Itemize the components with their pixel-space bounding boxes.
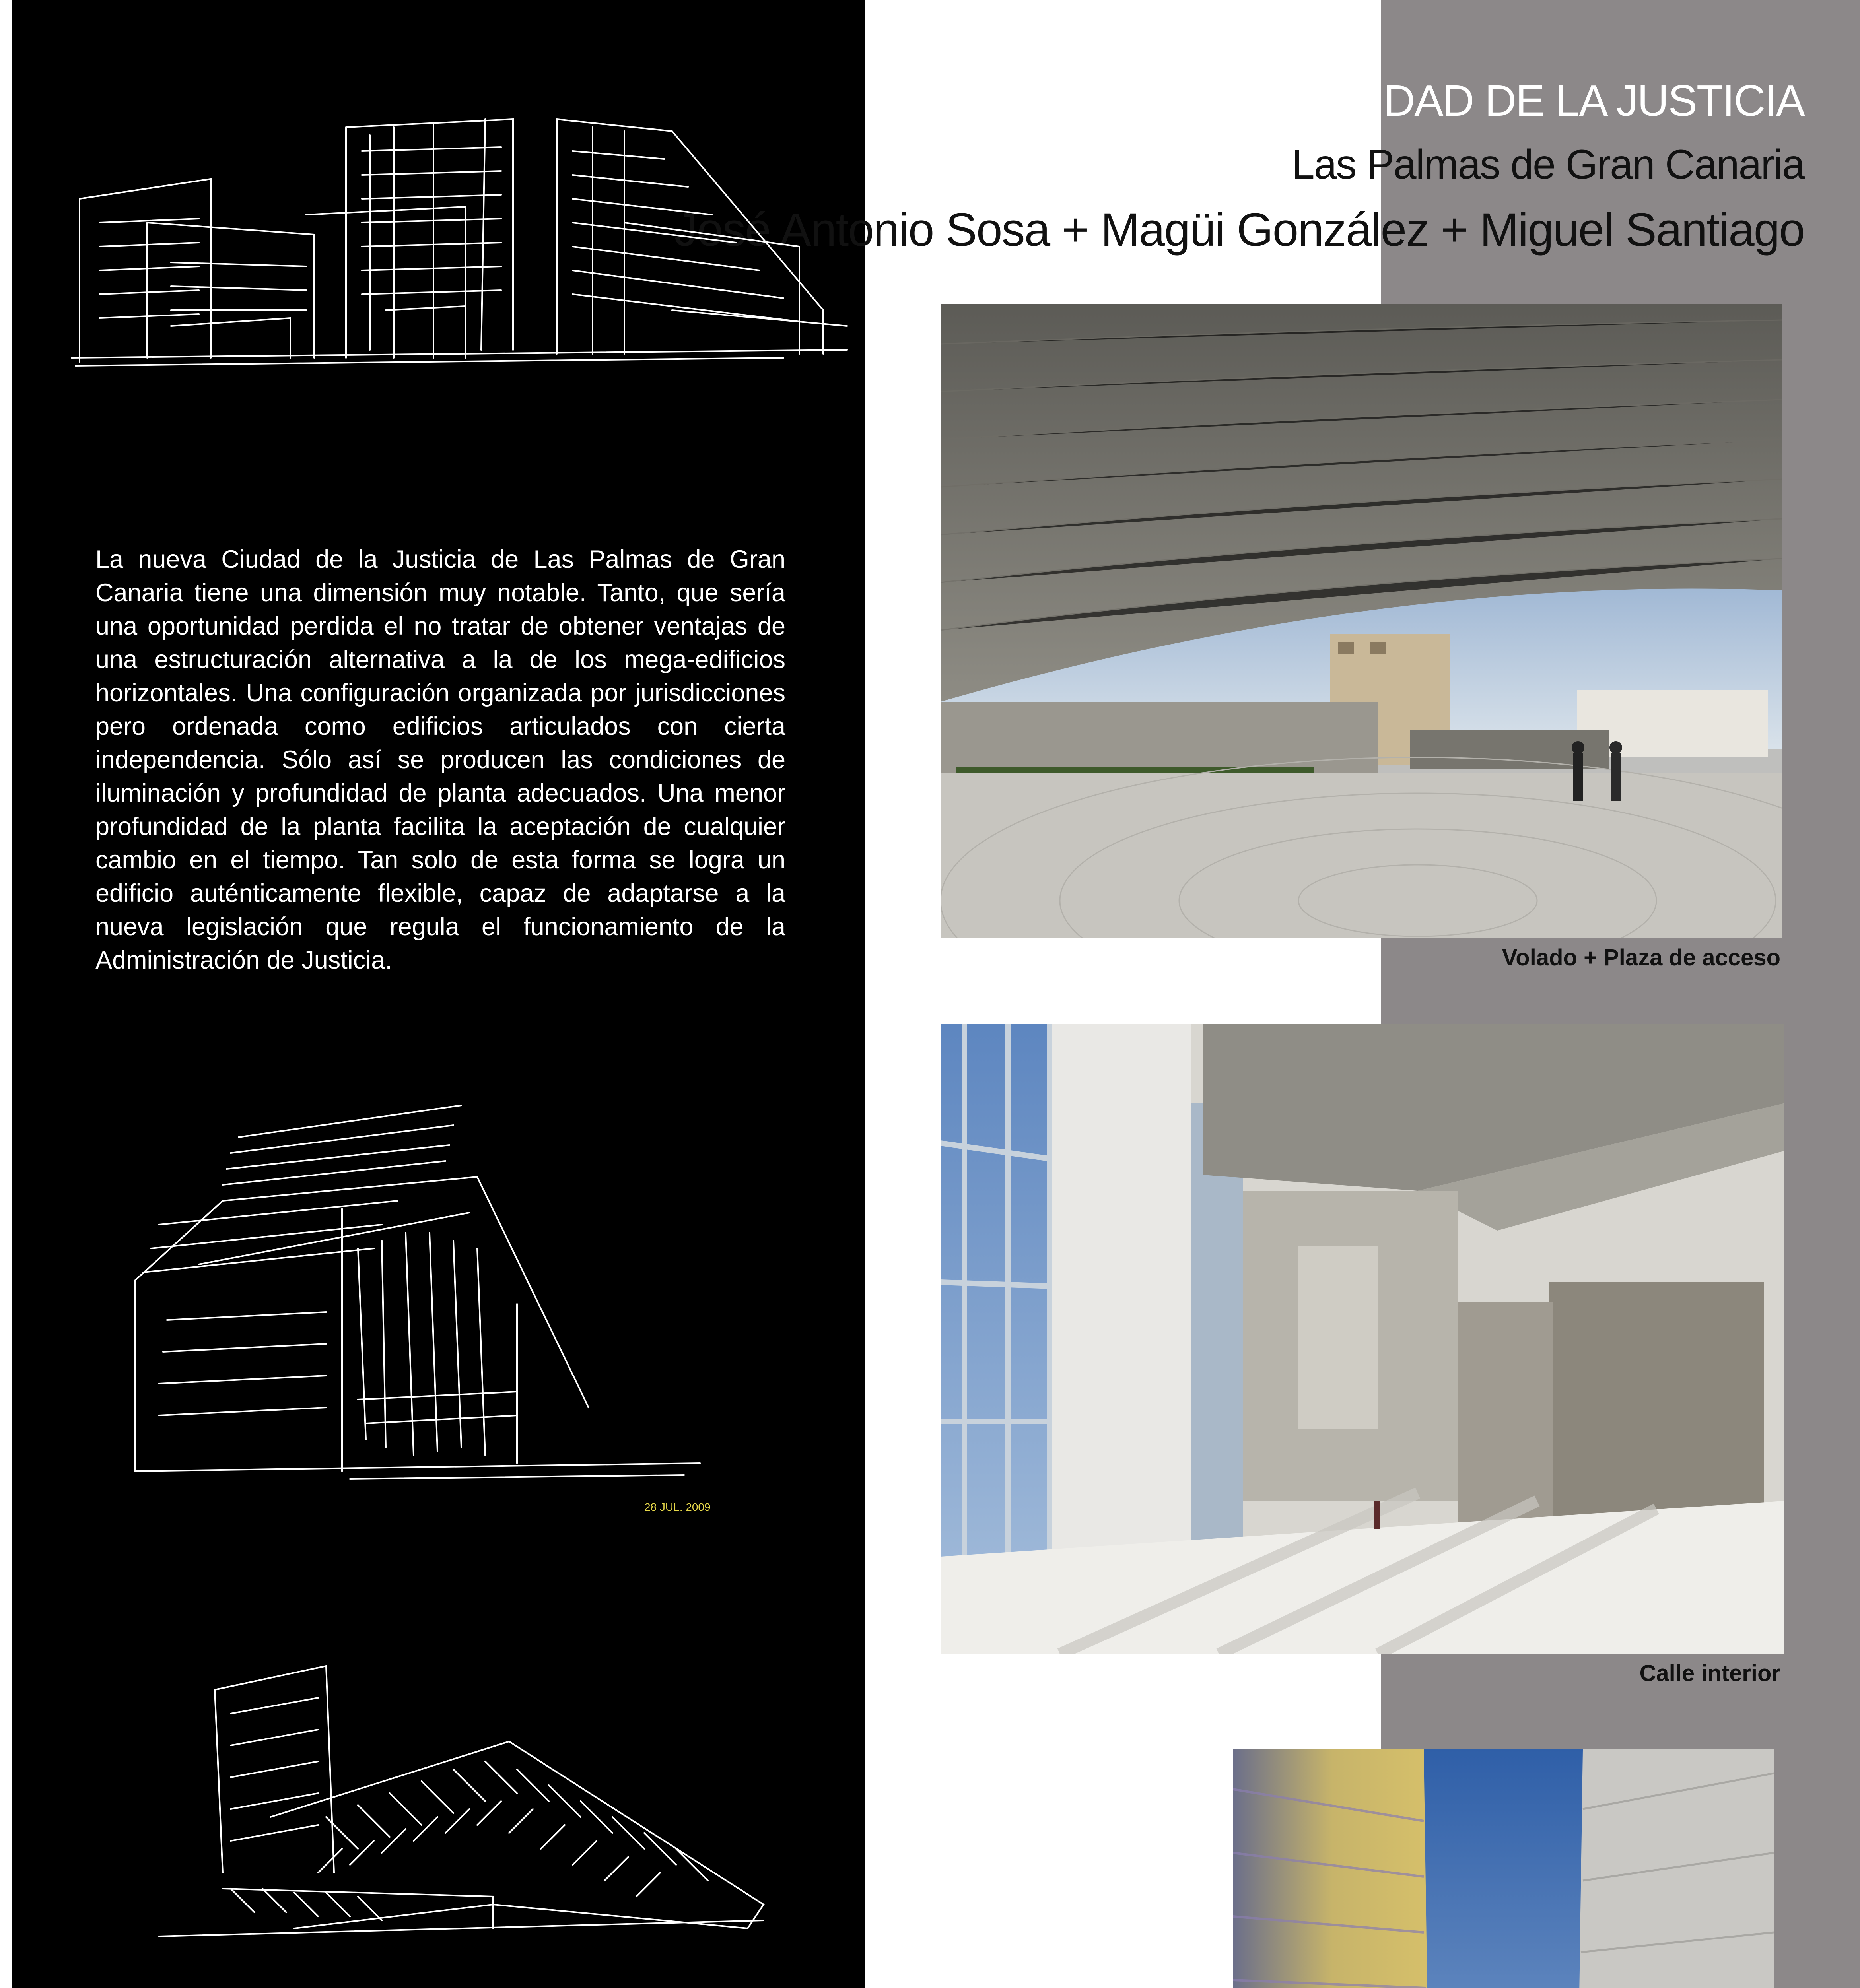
gray-background-band xyxy=(1381,0,1860,1988)
caption-calle-interior: Calle interior xyxy=(1639,1660,1780,1686)
project-title: CIUDAD DE LA JUSTICIA xyxy=(1310,76,1804,125)
project-description: La nueva Ciudad de la Justicia de Las Palmas de Gran Canaria tiene una dimensión muy notable. Tanto, que sería una oportunidad perdida el no tratar de obtener ventajas de una estructuración alternativa a la de los mega-edificios horizontales. Una configuración organizada por jurisdicciones pero ordenada como edificios articulados con cierta independencia. Sólo así se producen las condiciones de iluminación y profundidad de planta adecuados. Una menor profundidad de la planta facilita la aceptación de cualquier cambio en el tiempo. Tan solo de esta forma se logra un edificio auténticamente flexible, capaz de adaptarse a la nueva legislación que regula el funcionamiento de la Administración de Justicia. xyxy=(95,546,785,974)
volumes-sketch xyxy=(151,1650,787,1968)
cantilever-sketch xyxy=(119,1081,716,1535)
photo-calle-interior xyxy=(941,1024,1784,1654)
project-architects: José Antonio Sosa + Magüi González + Miguel Santiago xyxy=(674,204,1804,256)
photo-volado-plaza xyxy=(941,304,1782,938)
skyline-sketch xyxy=(68,103,859,382)
project-location: Las Palmas de Gran Canaria xyxy=(1291,142,1804,188)
photo-patio xyxy=(1233,1749,1774,1988)
caption-volado-plaza: Volado + Plaza de acceso xyxy=(1502,945,1780,971)
sketch-date-stamp: 28 JUL. 2009 xyxy=(644,1501,711,1513)
